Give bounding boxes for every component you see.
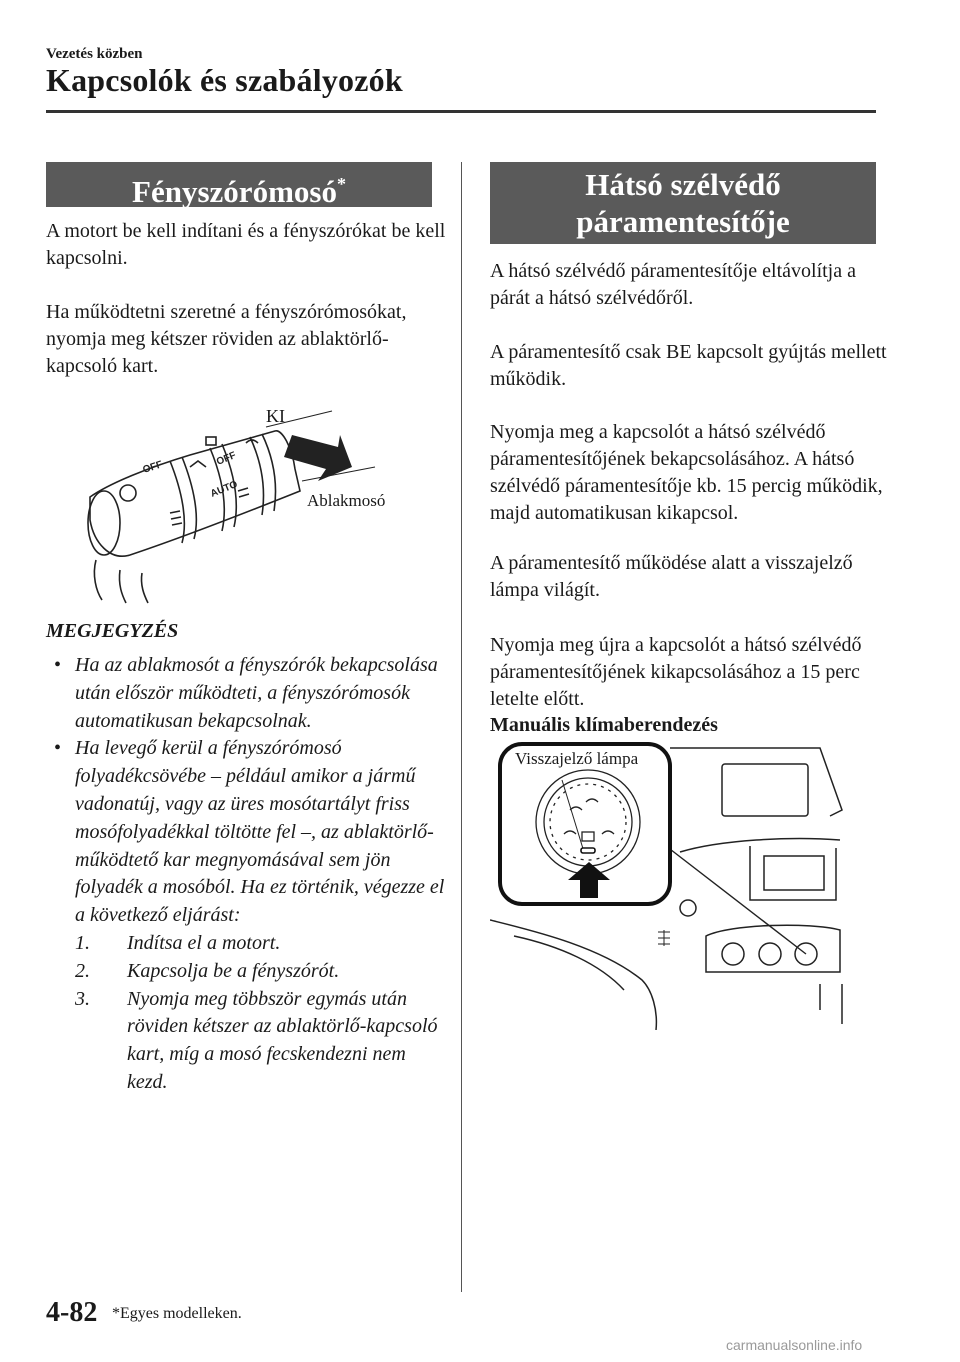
indicator-lamp bbox=[581, 848, 595, 853]
note-item bbox=[46, 735, 446, 1096]
step-text: Indítsa el a motort. bbox=[127, 931, 281, 954]
paragraph-ignition-on: A páramentesítő csak BE kapcsolt gyújtás mellett működik. bbox=[490, 341, 887, 390]
breadcrumb: Vezetés közben bbox=[46, 46, 143, 62]
section-heading-headlight-washer bbox=[46, 162, 432, 207]
procedure-step bbox=[75, 930, 446, 958]
footnote: *Egyes modelleken. bbox=[112, 1305, 242, 1322]
step-text: Kapcsolja be a fényszórót. bbox=[127, 959, 340, 982]
bullet: • bbox=[54, 654, 62, 676]
figure-label-ki: KI bbox=[266, 406, 285, 426]
section-heading-text: Fényszórómosó bbox=[132, 174, 337, 209]
lever-label-off-2: OFF bbox=[215, 450, 238, 468]
note-item bbox=[46, 652, 446, 735]
figure-label-washer: Ablakmosó bbox=[307, 491, 386, 510]
title-rule bbox=[46, 110, 876, 113]
step-number: 1. bbox=[75, 931, 90, 954]
page-title: Kapcsolók és szabályozók bbox=[46, 62, 403, 98]
note-list bbox=[46, 652, 446, 1097]
page-number: 4-82 bbox=[46, 1297, 98, 1328]
note-item-text: Ha az ablakmosót a fényszórók bekapcsolása után először működteti, a fényszórómosók automatikusan bekapcsolnak. bbox=[75, 654, 438, 732]
climate-control-illustration bbox=[490, 740, 870, 1030]
lever-label-auto: AUTO bbox=[209, 479, 240, 500]
step-text: Nyomja meg többször egymás után röviden kétszer az ablaktörlő-kapcsoló kart, míg a mosó fecskendezni nem kezd. bbox=[127, 987, 438, 1093]
optional-mark: * bbox=[336, 174, 346, 194]
procedure-step bbox=[75, 986, 446, 1097]
procedure-step bbox=[75, 958, 446, 986]
bullet: • bbox=[54, 737, 62, 760]
section-heading-line: páramentesítője bbox=[576, 204, 790, 239]
procedure-steps bbox=[75, 930, 446, 1097]
lever-label-off-1: OFF bbox=[141, 459, 164, 476]
step-number: 2. bbox=[75, 959, 90, 982]
paragraph-operate-washer: Ha működtetni szeretné a fényszórómosókat, nyomja meg kétszer röviden az ablaktörlő-kapcsoló kart. bbox=[46, 301, 407, 377]
step-number: 3. bbox=[75, 987, 90, 1010]
subheading-manual-climate: Manuális klímaberendezés bbox=[490, 714, 718, 736]
note-item-text: Ha levegő kerül a fényszórómosó folyadékcsövébe – például amikor a jármű vadonatúj, vagy az üres mosótartályt friss mosófolyadékkal töltötte fel –, az ablaktörlő-működtető kar megnyomásával sem jön folyadék a mosóból. Ha ez történik, végezze el a következő eljárást: bbox=[75, 737, 445, 927]
section-heading-rear-defroster bbox=[490, 162, 876, 244]
section-heading-line: Hátsó szélvédő bbox=[585, 167, 781, 202]
watermark: carmanualsonline.info bbox=[726, 1337, 863, 1353]
column-divider bbox=[461, 162, 462, 1292]
figure-label-indicator-lamp: Visszajelző lámpa bbox=[515, 749, 639, 768]
paragraph-indicator-lamp: A páramentesítő működése alatt a visszajelző lámpa világít. bbox=[490, 552, 853, 601]
paragraph-defroster-purpose: A hátsó szélvédő páramentesítője eltávolítja a párát a hátsó szélvédőről. bbox=[490, 260, 856, 309]
paragraph-switch-on: Nyomja meg a kapcsolót a hátsó szélvédő páramentesítőjének bekapcsolásához. A hátsó szélvédő páramentesítője kb. 15 percig működik, majd automatikusan kikapcsol. bbox=[490, 421, 883, 524]
paragraph-switch-off: Nyomja meg újra a kapcsolót a hátsó szélvédő páramentesítőjének kikapcsolásához a 15 perc letelte előtt. bbox=[490, 634, 862, 710]
paragraph-engine-headlights: A motort be kell indítani és a fényszórókat be kell kapcsolni. bbox=[46, 220, 446, 269]
note-heading: MEGJEGYZÉS bbox=[46, 620, 179, 642]
